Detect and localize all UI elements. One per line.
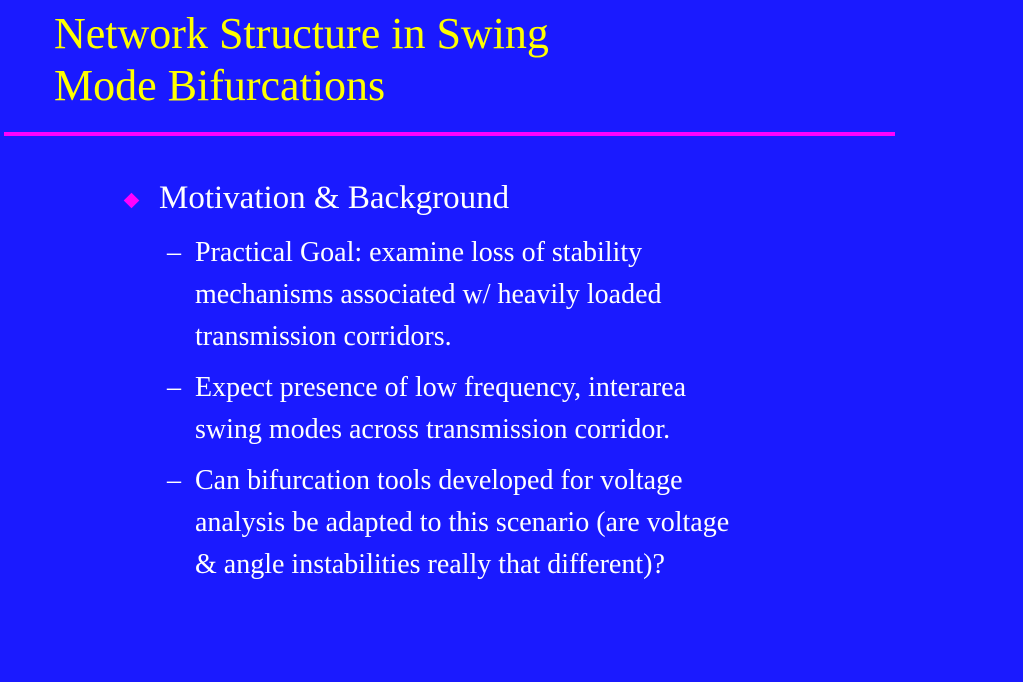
sub-bullet-item xyxy=(167,460,907,586)
sub-bullet-item xyxy=(167,367,907,451)
slide-title xyxy=(54,8,954,112)
sub-bullet-line: swing modes across transmission corridor. xyxy=(195,414,671,445)
sub-bullet-line: transmission corridors. xyxy=(195,321,452,352)
sub-bullet-line: & angle instabilities really that different)? xyxy=(195,549,665,580)
sub-bullet-item xyxy=(167,232,907,358)
slide-title-line: Network Structure in Swing xyxy=(54,9,549,58)
title-divider xyxy=(4,132,895,136)
sub-bullet-text xyxy=(195,232,907,358)
sub-bullet-line: Practical Goal: examine loss of stability xyxy=(195,237,643,268)
sub-bullet-line: analysis be adapted to this scenario (are voltage xyxy=(195,507,730,538)
dash-marker: – xyxy=(167,372,181,403)
slide-title-line: Mode Bifurcations xyxy=(54,61,386,110)
sub-bullet-line: mechanisms associated w/ heavily loaded xyxy=(195,279,662,310)
diamond-bullet-icon xyxy=(124,192,140,208)
sub-bullet-text xyxy=(195,367,907,451)
dash-marker: – xyxy=(167,465,181,496)
sub-bullet-line: Expect presence of low frequency, interarea xyxy=(195,372,687,403)
sub-bullet-text xyxy=(195,460,907,586)
bullet-item xyxy=(120,176,509,220)
sub-bullet-line: Can bifurcation tools developed for voltage xyxy=(195,465,683,496)
bullet-text: Motivation & Background xyxy=(159,180,510,216)
dash-marker: – xyxy=(167,237,181,268)
